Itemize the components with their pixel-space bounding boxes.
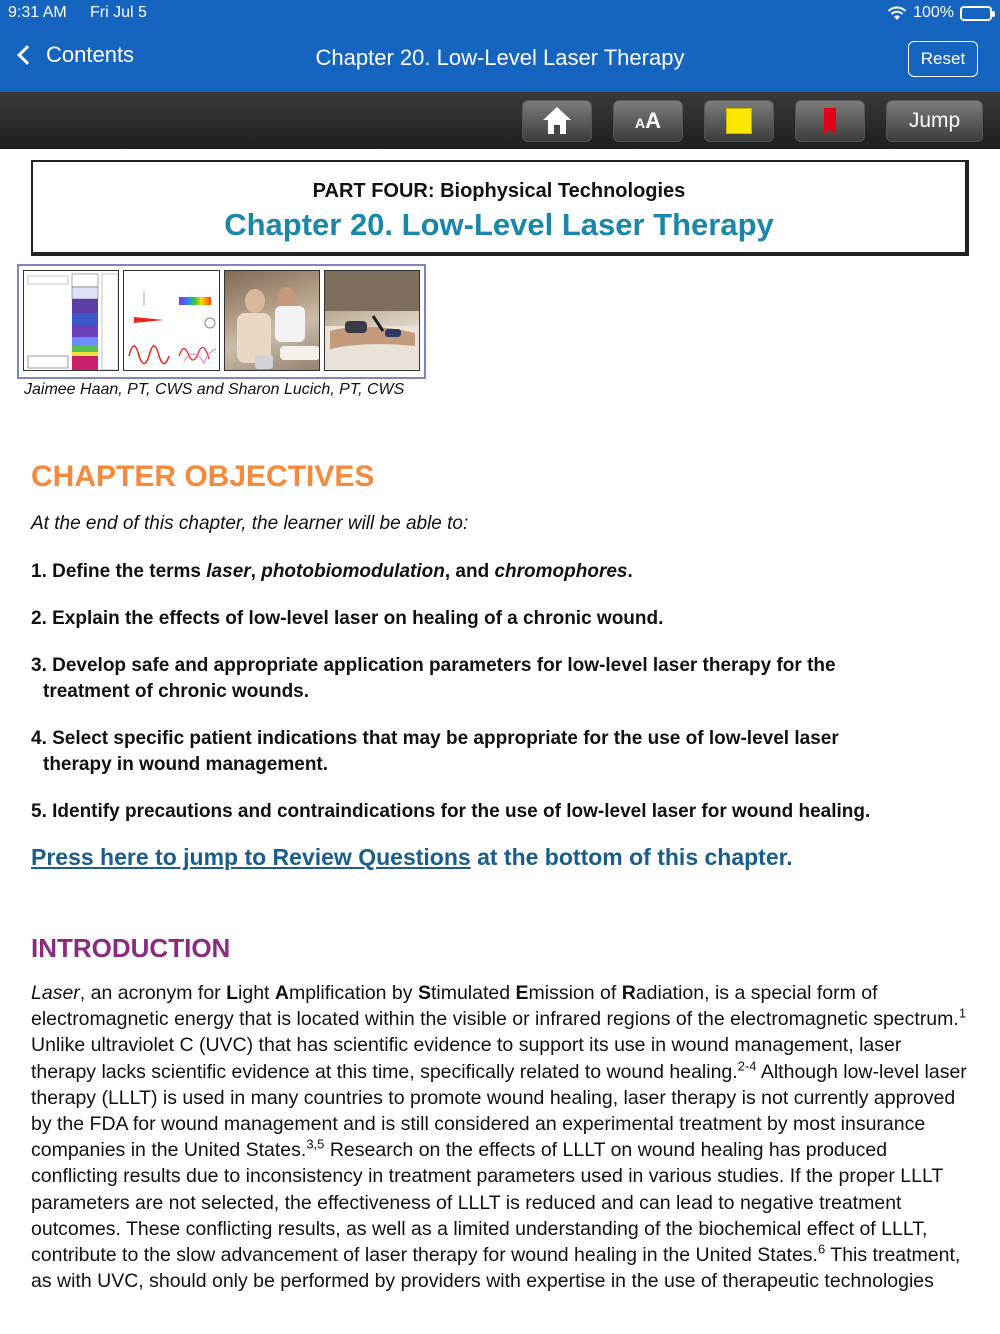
jump-button[interactable]: Jump bbox=[886, 100, 983, 142]
highlighter-button[interactable] bbox=[704, 100, 774, 142]
chapter-header bbox=[31, 160, 969, 256]
objective-item-3: 3. Develop safe and appropriate application parameters for low-level laser therapy for the treatment of chronic wounds. bbox=[31, 655, 836, 702]
battery-icon bbox=[960, 6, 992, 21]
reader-toolbar bbox=[0, 92, 1000, 149]
reference-4[interactable]: 6 bbox=[817, 1241, 826, 1257]
part-title: PART FOUR: Biophysical Technologies bbox=[312, 180, 686, 202]
back-label: Contents bbox=[46, 42, 135, 67]
battery-percent: 100% bbox=[913, 4, 954, 21]
objectives-lead: At the end of this chapter, the learner will be able to: bbox=[31, 513, 469, 534]
reference-1[interactable]: 1 bbox=[958, 1005, 967, 1021]
home-icon bbox=[542, 107, 572, 135]
laser-wave-diagram-image bbox=[123, 270, 219, 371]
wifi-icon bbox=[887, 6, 907, 21]
treatment-photo-image-1 bbox=[224, 270, 320, 371]
objective-item-5: 5. Identify precautions and contraindications for the use of low-level laser for wound healing. bbox=[31, 801, 871, 822]
status-date: Fri Jul 5 bbox=[90, 4, 147, 21]
chapter-title: Chapter 20. Low-Level Laser Therapy bbox=[224, 207, 774, 242]
font-size-button[interactable] bbox=[613, 100, 683, 142]
reference-3[interactable]: 3,5 bbox=[306, 1136, 325, 1152]
font-size-icon: AA bbox=[634, 108, 661, 133]
review-questions-jump: Press here to jump to Review Questions at the bottom of this chapter. bbox=[31, 844, 793, 870]
objective-item-4: 4. Select specific patient indications that may be appropriate for the use of low-level laser therapy in wound management. bbox=[31, 728, 839, 775]
objectives-heading: CHAPTER OBJECTIVES bbox=[31, 460, 375, 493]
reset-button[interactable]: Reset bbox=[908, 41, 978, 77]
objective-item-2: 2. Explain the effects of low-level laser on healing of a chronic wound. bbox=[31, 608, 664, 629]
top-bar bbox=[0, 0, 1000, 92]
status-right bbox=[887, 4, 992, 22]
introduction-paragraph: Laser, an acronym for Light Amplification by Stimulated Emission of Radiation, is a special form of electromagnetic energy that is located within the visible or infrared regions of the electromagnetic spectrum.$^1$ Unlike ultraviolet C (UVC) that has scientific evidence to support its use in wound management, laser therapy lacks scientific evidence at this time, specifically related to wound healing.$^{2-4}$ Although low-level laser therapy (LLLT) is used in many countries to promote wound healing, laser therapy is not currently approved by the FDA for wound management and is still considered an experimental treatment by most insurance companies in the United States.$^{3,5}$ Research on the effects of LLLT on wound healing has produced conflicting results due to inconsistency in treatment parameters used in various studies. If the proper LLLT parameters are not selected, the effectiveness of LLLT is reduced and can lead to negative treatment outcomes. These conflicting results, as well as a limited understanding of the biochemical effect of LLLT, contribute to the slow advancement of laser therapy for wound healing in the United States.$^6$ This treatment, as with UVC, should only be performed by providers with expertise in the use of therapeutic technologies bbox=[31, 982, 967, 1293]
treatment-photo-image-2 bbox=[324, 270, 420, 371]
spectrum-diagram-image bbox=[23, 270, 119, 371]
highlighter-icon bbox=[726, 108, 752, 134]
review-questions-link[interactable]: Press here to jump to Review Questions bbox=[31, 844, 471, 870]
objective-item-1: 1. Define the terms laser, photobiomodulation, and chromophores. bbox=[31, 561, 633, 582]
status-bar bbox=[8, 4, 992, 24]
chapter-image-strip bbox=[17, 264, 426, 379]
author-caption: Jaimee Haan, PT, CWS and Sharon Lucich, PT, CWS bbox=[24, 381, 405, 398]
status-time: 9:31 AM bbox=[8, 4, 67, 21]
bookmark-button[interactable] bbox=[795, 100, 865, 142]
nav-title: Chapter 20. Low-Level Laser Therapy bbox=[315, 45, 685, 70]
reference-2[interactable]: 2-4 bbox=[737, 1058, 757, 1074]
introduction-heading: INTRODUCTION bbox=[31, 933, 231, 963]
bookmark-icon bbox=[824, 108, 836, 134]
home-button[interactable] bbox=[522, 100, 592, 142]
